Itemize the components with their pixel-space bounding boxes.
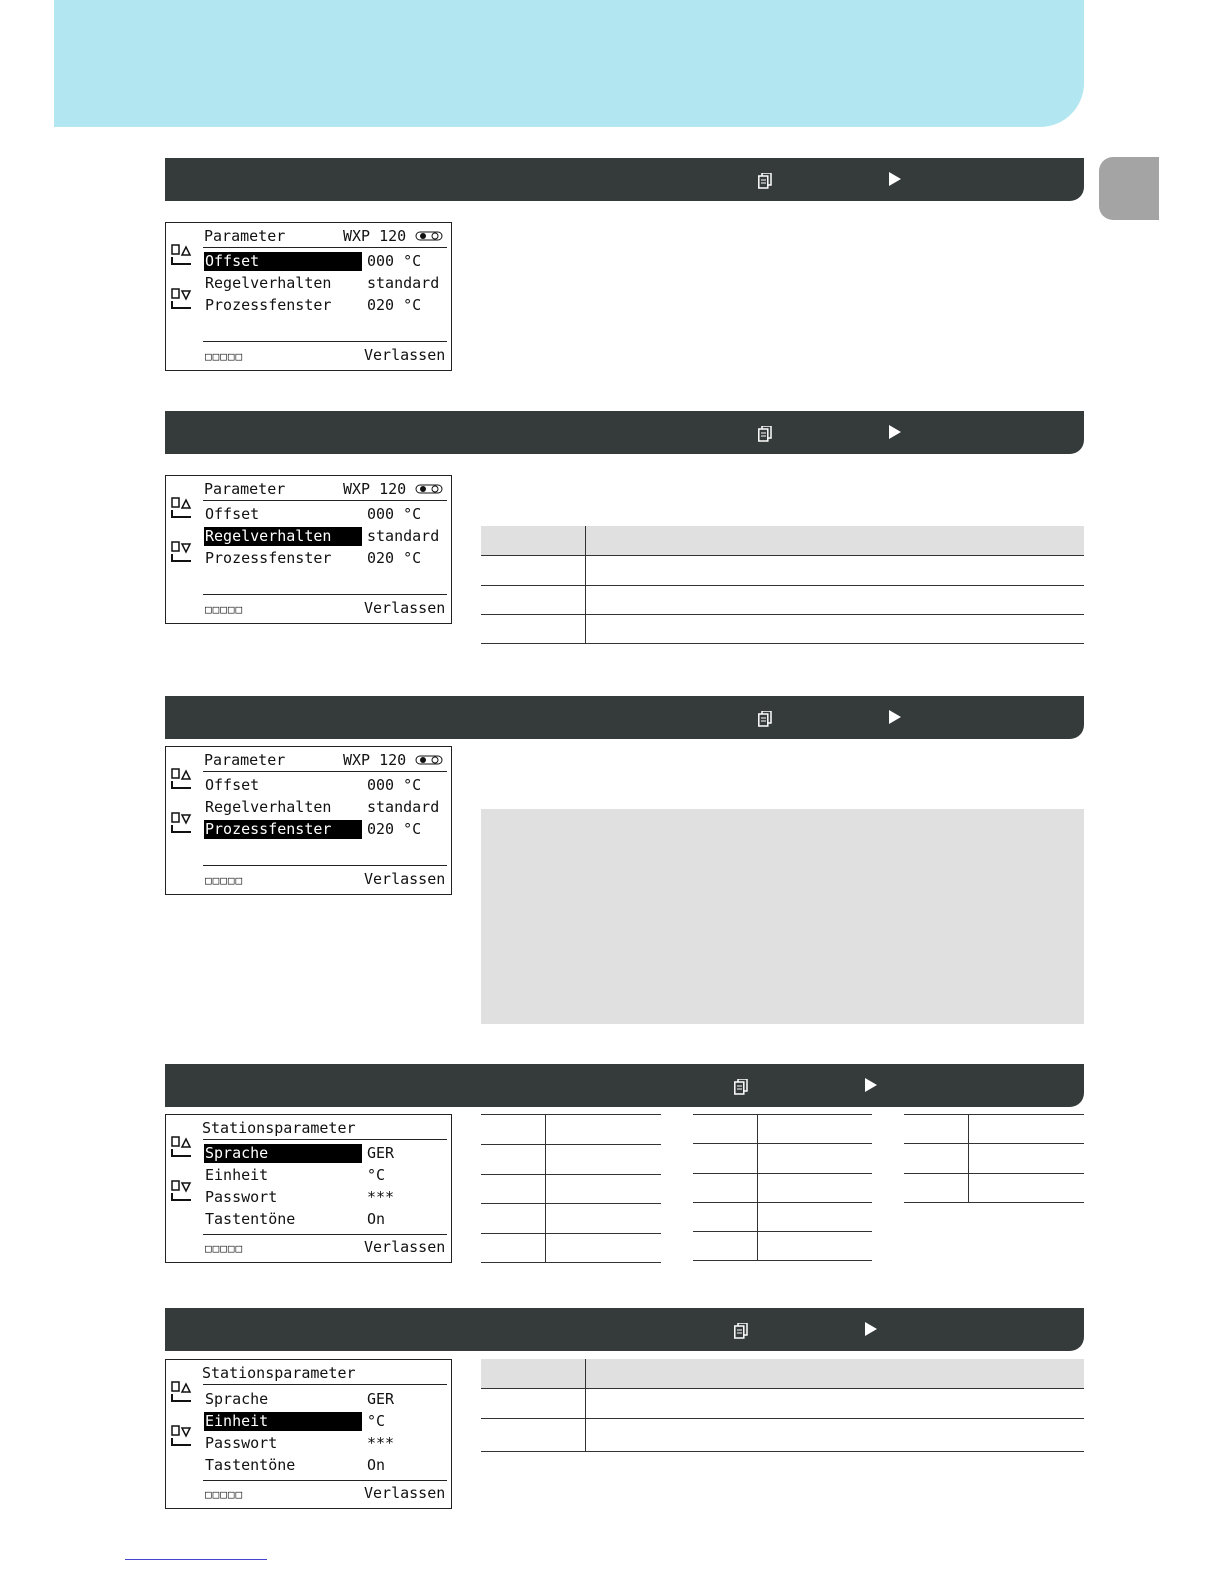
lcd-row[interactable] [204,296,524,315]
lcd-divider [203,1139,447,1140]
note-box [481,809,1084,1024]
lcd-row-value: *** [367,1434,395,1452]
table-rule [693,1231,872,1232]
lcd-row-label: Regelverhalten [205,798,332,816]
lcd-row-value: °C [367,1412,386,1430]
lcd-model: WXP 120 [343,227,407,245]
lcd-title: Stationsparameter [202,1119,356,1137]
lcd-row[interactable] [204,1456,524,1475]
table-rule [481,1233,661,1234]
lcd-row-value: GER [367,1144,395,1162]
exit-label[interactable]: Verlassen [364,1238,446,1256]
section-bar-regelverhalten [165,411,1084,454]
lcd-divider [203,1480,447,1481]
lcd-model: WXP 120 [343,751,407,769]
table-column-rule [968,1114,969,1202]
table-rule [481,1262,661,1263]
lcd-screen-einheit [165,1359,452,1509]
table-rule [481,1144,661,1145]
table-column-rule [757,1114,758,1260]
lcd-row-label: Passwort [205,1434,278,1452]
lcd-row-value: 020 °C [367,296,422,314]
lcd-row[interactable] [204,776,524,795]
station-battery-icon [415,755,443,765]
lcd-row[interactable] [204,1166,524,1185]
table-rule [693,1114,872,1115]
lcd-divider [203,247,447,248]
table-rule [481,1174,661,1175]
lcd-screen-sprache [165,1114,452,1263]
section-bar-sprache [165,1064,1084,1107]
lcd-row[interactable] [204,820,524,839]
lcd-screen-regelverhalten [165,475,452,624]
lcd-row-value: 000 °C [367,776,422,794]
lcd-row-label: Prozessfenster [205,296,332,314]
lcd-divider [203,1234,447,1235]
lcd-row-value: 020 °C [367,820,422,838]
table-header [481,526,1084,555]
lcd-row-value: On [367,1456,386,1474]
lcd-row-label: Einheit [204,1412,362,1431]
exit-label[interactable]: Verlassen [364,599,446,617]
section-bar-prozessfenster [165,696,1084,739]
table-rule [481,1114,661,1115]
table-rule [481,1451,1084,1452]
table-rule [904,1114,1084,1115]
play-arrow-icon [865,1322,877,1336]
lcd-row[interactable] [204,549,524,568]
key-up-icon [171,496,195,520]
section-bar-einheit [165,1308,1084,1351]
table-rule [481,643,1084,644]
lcd-row-value: GER [367,1390,395,1408]
page-dots: □□□□□ [205,1488,244,1501]
lcd-title: Stationsparameter [202,1364,356,1382]
lcd-title: Parameter [204,227,286,245]
lcd-row[interactable] [204,1412,524,1431]
station-battery-icon [415,231,443,241]
lcd-row-label: Einheit [205,1166,269,1184]
lcd-row-label: Tastentöne [205,1456,296,1474]
key-up-icon [171,243,195,267]
lcd-divider [203,1384,447,1385]
pages-icon [758,173,772,189]
pages-icon [734,1079,748,1095]
lcd-screen-prozessfenster [165,746,452,895]
lcd-row-label: Offset [204,252,362,271]
play-arrow-icon [889,425,901,439]
lcd-row[interactable] [204,798,524,817]
table-rule [904,1143,1084,1144]
lcd-row-value: 000 °C [367,505,422,523]
lcd-row[interactable] [204,1390,524,1409]
lcd-row[interactable] [204,252,524,271]
play-arrow-icon [865,1078,877,1092]
play-arrow-icon [889,710,901,724]
lcd-row-label: Sprache [205,1390,269,1408]
lcd-divider [203,865,447,866]
page-dots: □□□□□ [205,350,244,363]
lcd-row-label: Passwort [205,1188,278,1206]
lcd-row[interactable] [204,1434,524,1453]
exit-label[interactable]: Verlassen [364,870,446,888]
lcd-row[interactable] [204,1144,524,1163]
pages-icon [734,1323,748,1339]
lcd-row-value: 020 °C [367,549,422,567]
exit-label[interactable]: Verlassen [364,1484,446,1502]
page-dots: □□□□□ [205,603,244,616]
exit-label[interactable]: Verlassen [364,346,446,364]
lcd-row[interactable] [204,527,524,546]
table-rule [693,1173,872,1174]
lcd-row-label: Prozessfenster [204,820,362,839]
lcd-row-value: 000 °C [367,252,422,270]
lcd-row-label: Regelverhalten [204,527,362,546]
section-bar-offset [165,158,1084,201]
lcd-row-label: Prozessfenster [205,549,332,567]
table-rule [481,1388,1084,1389]
header-band [54,0,1084,127]
key-up-icon [171,1135,195,1159]
lcd-row[interactable] [204,1210,524,1229]
key-up-icon [171,1380,195,1404]
play-arrow-icon [889,172,901,186]
pages-icon [758,426,772,442]
footnote-rule [125,1559,267,1560]
lcd-title: Parameter [204,751,286,769]
lcd-screen-offset [165,222,452,371]
table-column-rule [585,1359,586,1451]
page-dots: □□□□□ [205,1242,244,1255]
table-rule [481,585,1084,586]
lcd-row-label: Tastentöne [205,1210,296,1228]
key-down-icon [171,1179,195,1203]
lcd-divider [203,594,447,595]
lcd-row-label: Sprache [204,1144,362,1163]
table-rule [904,1173,1084,1174]
key-up-icon [171,767,195,791]
table-rule [693,1143,872,1144]
key-down-icon [171,1424,195,1448]
key-down-icon [171,811,195,835]
table-rule [693,1260,872,1261]
table-rule [481,614,1084,615]
lcd-divider [203,771,447,772]
lcd-divider [203,341,447,342]
table-rule [481,555,1084,556]
lcd-row-label: Regelverhalten [205,274,332,292]
lcd-divider [203,500,447,501]
chapter-tab [1099,157,1159,220]
lcd-row-label: Offset [205,776,260,794]
lcd-row-label: Offset [205,505,260,523]
page-dots: □□□□□ [205,874,244,887]
table-column-rule [585,526,586,643]
lcd-row-value: standard [367,274,440,292]
station-battery-icon [415,484,443,494]
table-rule [481,1203,661,1204]
key-down-icon [171,287,195,311]
lcd-row-value: standard [367,527,440,545]
key-down-icon [171,540,195,564]
table-rule [481,1418,1084,1419]
lcd-row[interactable] [204,274,524,293]
lcd-row-value: *** [367,1188,395,1206]
lcd-title: Parameter [204,480,286,498]
lcd-row-value: On [367,1210,386,1228]
lcd-row-value: °C [367,1166,386,1184]
table-header [481,1359,1084,1388]
lcd-row-value: standard [367,798,440,816]
table-rule [693,1202,872,1203]
table-rule [904,1202,1084,1203]
table-column-rule [545,1114,546,1262]
pages-icon [758,711,772,727]
lcd-row[interactable] [204,505,524,524]
lcd-row[interactable] [204,1188,524,1207]
lcd-model: WXP 120 [343,480,407,498]
